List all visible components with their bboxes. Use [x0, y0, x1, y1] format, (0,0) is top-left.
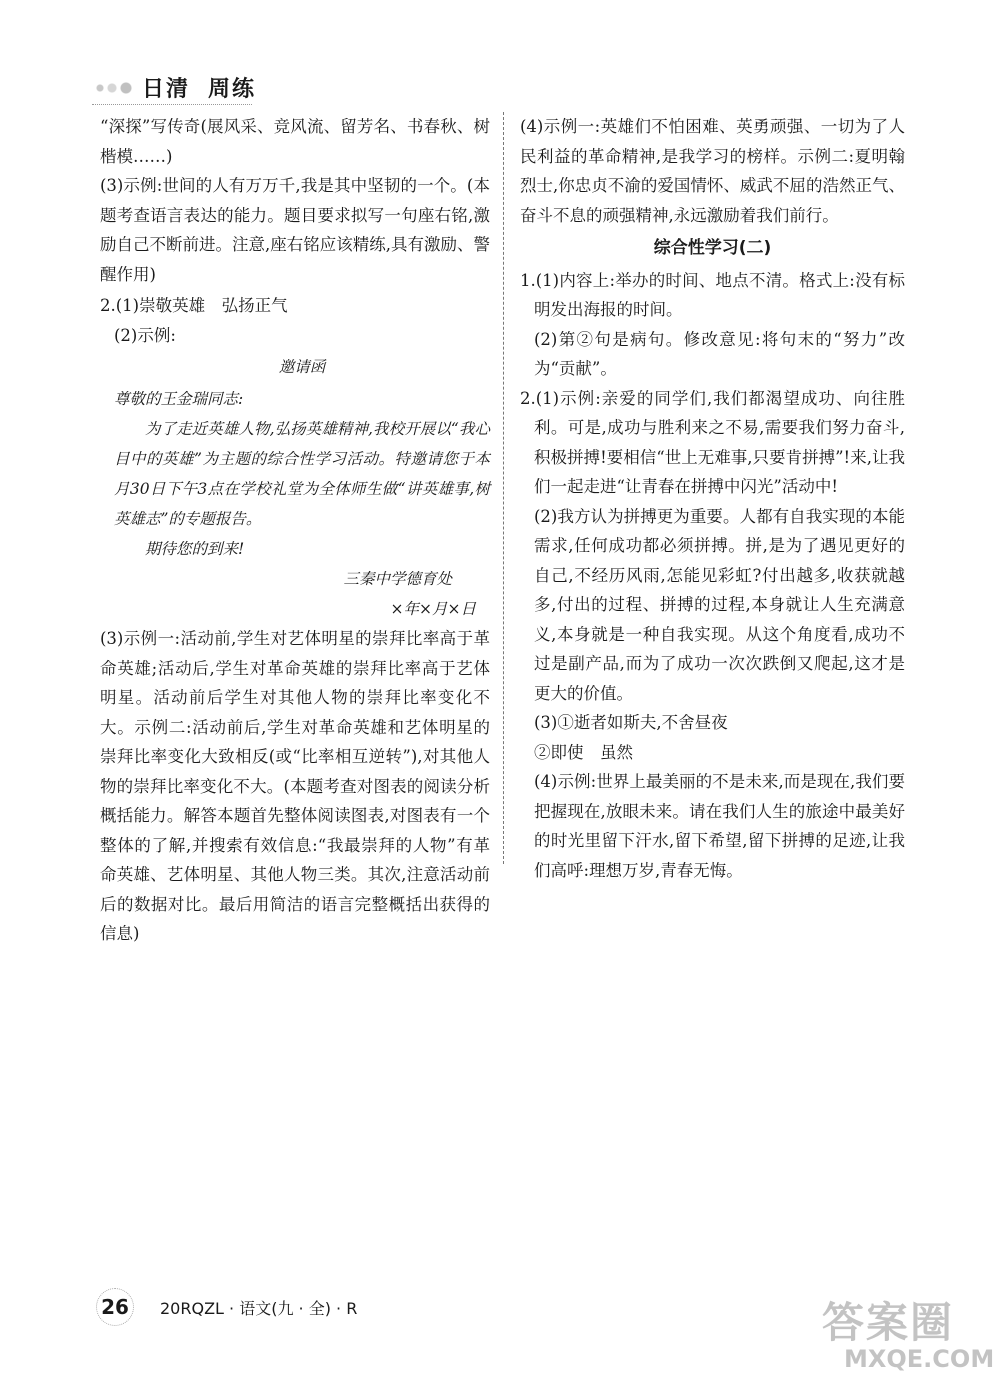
answer-q4: (4)示例一:英雄们不怕困难、英勇顽强、一切为了人民利益的革命精神,是我学习的榜样。示例二:夏明翰烈士,你忠贞不渝的爱国情怀、威武不屈的浩然正气、奋斗不息的顽强精神,永远激励着我们前行。	[520, 117, 905, 225]
invitation-letter	[100, 352, 490, 624]
letter-greeting: 尊敬的王金瑞同志:	[114, 390, 244, 408]
book-code: 20RQZL · 语文(九 · 全) · R	[160, 1298, 358, 1318]
answer-line: “深探”写传奇(展风采、竞风流、留芳名、书春秋、树楷模……)	[100, 117, 490, 166]
page-number: 26	[96, 1288, 134, 1326]
letter-title: 邀请函	[278, 358, 326, 376]
answer-q2-1: 2.(1)崇敬英雄 弘扬正气	[100, 296, 288, 315]
answer-s2-3b: ②即使 虽然	[534, 742, 633, 762]
right-column	[520, 112, 905, 885]
left-column	[100, 112, 490, 949]
answer-s2-4: (4)示例:世界上最美丽的不是未来,而是现在,我们要把握现在,放眼未来。请在我们人生的旅途中最美好的时光里留下汗水,留下希望,留下拼搏的足迹,让我们高呼:理想万岁,青春无悔。	[534, 772, 905, 880]
watermark-text: 答案圈	[822, 1298, 955, 1347]
section-title: 综合性学习(二)	[653, 238, 772, 258]
answer-s1-1: 1.(1)内容上:举办的时间、地点不清。格式上:没有标明发出海报的时间。	[520, 270, 905, 319]
header-dots-decoration	[92, 75, 138, 101]
column-divider	[503, 112, 504, 864]
answer-s2-1: 2.(1)示例:亲爱的同学们,我们都渴望成功、向往胜利。可是,成功与胜利来之不易,需要我们努力奋斗,积极拼搏!要相信“世上无难事,只要肯拼搏”!来,让我们一起走进“让青春在拼搏中闪光”活动中!	[520, 388, 905, 496]
answer-line: (3)示例:世间的人有万万千,我是其中坚韧的一个。(本题考查语言表达的能力。题目要求拟写一句座右铭,激励自己不断前进。注意,座右铭应该精练,具有激励、警醒作用)	[100, 176, 490, 284]
watermark-logo	[822, 1298, 995, 1380]
answer-s1-2: (2)第②句是病句。修改意见:将句末的“努力”改为“贡献”。	[534, 329, 905, 378]
watermark-url: MXQE.COM	[844, 1345, 995, 1373]
answer-s2-2: (2)我方认为拼搏更为重要。人都有自我实现的本能需求,任何成功都必须拼搏。拼,是为了遇见更好的自己,不经历风雨,怎能见彩虹?付出越多,收获就越多,付出的过程、拼搏的过程,本身就让人生充满意义,本身就是一种自我实现。从这个角度看,成功不过是副产品,而为了成功一次次跌倒又爬起,这才是更大的价值。	[534, 506, 905, 703]
header-title: 日清	[142, 77, 191, 102]
page-header	[92, 72, 256, 103]
answer-q2-3: (3)示例一:活动前,学生对艺体明星的崇拜比率高于革命英雄;活动后,学生对革命英雄的崇拜比率高于艺体明星。活动前后学生对其他人物的崇拜比率变化不大。示例二:活动前后,学生对革命英雄和艺体明星的崇拜比率变化大致相反(或“比率相互逆转”),对其他人物的崇拜比率变化不大。(本题考查对图表的阅读分析概括能力。解答本题首先整体阅读图表,对图表有一个整体的了解,并搜索有效信息:“我最崇拜的人物”有革命英雄、艺体明星、其他人物三类。其次,注意活动前后的数据对比。最后用简洁的语言完整概括出获得的信息)	[100, 629, 490, 943]
answer-q2-2: (2)示例:	[114, 325, 176, 345]
header-subtitle: 周练	[208, 77, 257, 102]
answer-s2-3a: (3)①逝者如斯夫,不舍昼夜	[534, 713, 728, 732]
letter-body: 为了走近英雄人物,弘扬英雄精神,我校开展以“我心目中的英雄”为主题的综合性学习活动。特邀请您于本月30日下午3点在学校礼堂为全体师生做“讲英雄事,树英雄志”的专题报告。	[114, 420, 490, 528]
header-rule	[92, 104, 252, 105]
letter-signature: 三秦中学德育处	[343, 570, 452, 588]
page-footer	[96, 1288, 357, 1326]
letter-closing: 期待您的到来!	[145, 540, 245, 558]
letter-date: ×年×月×日	[390, 600, 476, 618]
